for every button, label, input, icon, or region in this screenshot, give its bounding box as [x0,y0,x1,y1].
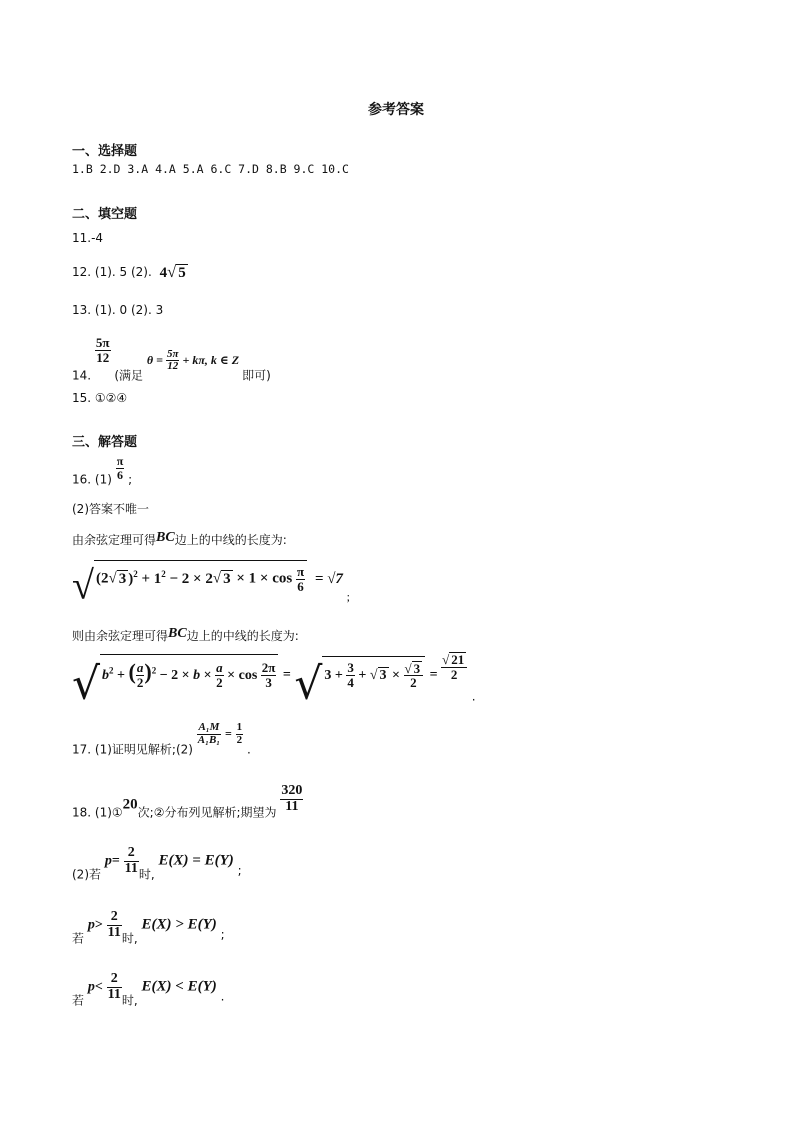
answer-q13: 13. (1). 0 (2). 3 [72,303,164,317]
q18-shi: 时, [121,931,138,946]
answer-q15: 15. ①②④ [72,391,128,405]
answer-q1-10: 1.B 2.D 3.A 4.A 5.A 6.C 7.D 8.B 9.C 10.C [72,162,349,176]
q18-ex-lt: E(X) < E(Y) [141,978,217,995]
q14-denominator: 12 [96,349,110,365]
q17-numerator: A₁M [198,721,220,733]
answer-q16-line5 [72,626,299,644]
q16-line3-text: 由余弦定理可得 [72,533,157,547]
answer-q18-4 [72,972,224,1012]
q18-p: p [87,979,95,995]
section-heading-fill: 二、填空题 [72,207,138,222]
q14-eq-rest: + kπ, k ∈ Z [182,352,240,367]
q18-count: 20 [122,796,138,813]
formula1-semicolon: ; [346,589,350,604]
q18-gt: > [94,917,103,933]
q16-denominator: 6 [117,467,124,482]
big-sqrt-icon: √ [294,658,323,710]
q18-num: 2 [124,846,139,862]
answer-q18-3 [72,910,225,950]
q17-rnum: 1 [236,721,243,733]
q18-mid: 次;②分布列见解析;期望为 [137,805,277,820]
section-heading-choice: 一、选择题 [72,144,138,159]
q18-l2-text: (2)若 [72,867,101,882]
q17-end: . [246,742,251,757]
q18-semi: ; [237,863,242,878]
q18-num: 2 [107,910,122,926]
q18-prefix: 18. (1)① [72,805,123,820]
q18-p: p [104,853,112,869]
q16-end: ; [128,472,133,487]
q18-den: 11 [107,924,121,940]
q16-bc-label: BC [156,530,175,545]
q17-rden: 2 [236,733,243,746]
q17-eq: = [224,726,232,741]
q18-den: 11 [124,860,138,876]
q16-line5-text: 则由余弦定理可得 [72,629,169,643]
section-heading-solve: 三、解答题 [72,435,138,450]
q12-coef: 4 [159,265,168,281]
q14-numerator: 5π [95,335,110,350]
answer-q16-line3 [72,530,287,548]
q18-ex-gt: E(X) > E(Y) [141,916,217,933]
q18-l3-text: 若 [72,931,85,946]
q18-dot: . [220,989,225,1004]
formula-median-1: √ (2√ 3 )$^2 + 1^2 - 2 \times 2√$ 3 × 1 × cos $\frac{\pi}{6}$ = √7 $_;$ [72,560,350,610]
q18-p: p [87,917,95,933]
q18-expect-num: 320 [281,783,303,798]
answer-q16-2: (2)答案不唯一 [72,502,149,516]
page-title: 参考答案 [368,102,424,118]
q14-prefix: 14. [72,368,92,383]
sqrt-symbol-icon: √ [167,262,177,281]
big-sqrt-icon: √ [72,562,94,608]
sqrt-symbol-icon: √ [108,570,117,587]
q14-text1: (满足 [114,368,144,383]
q16-prefix: 16. (1) [72,472,112,487]
formula2-dot: . [471,689,476,704]
q16-bc-label-2: BC [168,626,187,641]
answer-q16-1 [72,455,132,487]
answer-q18-2 [72,846,242,886]
q16-line5-text2: 边上的中线的长度为: [186,629,299,643]
q14-eq-numerator: 5π [166,347,179,360]
q14-theta: θ = [146,352,163,367]
q18-den: 11 [107,986,121,1002]
q12-radicand: 5 [178,265,186,281]
q16-numerator: π [116,454,124,468]
answer-q18-1 [72,784,303,824]
q12-prefix: 12. (1). 5 (2). [72,265,152,279]
q14-text2: 即可) [242,368,271,383]
q18-lt: < [94,979,103,995]
q18-shi: 时, [138,867,155,882]
q18-l4-text: 若 [72,993,85,1008]
q18-eq: = [111,853,120,869]
q18-semi: ; [220,927,225,942]
q18-expect-den: 11 [285,798,299,814]
q17-prefix: 17. (1)证明见解析;(2) [72,742,193,757]
answer-q12 [72,262,188,282]
formula1-result: = √7 [314,570,343,587]
formula-median-2: √ $b^2$ + ( $\frac{a}{2}$ )$^2$ − 2 × b × $\frac{a}{2}$ × cos $\frac{2\pi}{3}$ = √3 + $\frac{3}{4}$ + √ 3 × $\frac{√ 3}{2}$ = $\frac{√ 21}{2}$ . [72,652,476,710]
q17-denominator: A₁B₁ [197,733,221,746]
q18-shi: 时, [121,993,138,1008]
q16-line3-text2: 边上的中线的长度为: [174,533,287,547]
sqrt-symbol-icon: √ [212,570,222,587]
q18-num: 2 [107,972,122,988]
big-sqrt-icon: √ [72,658,101,710]
q18-ex-eq: E(X) = E(Y) [158,852,234,869]
answer-q17 [72,722,251,762]
answer-q11: 11.-4 [72,231,104,245]
answer-q14 [72,335,271,383]
q14-eq-denominator: 12 [167,360,179,373]
